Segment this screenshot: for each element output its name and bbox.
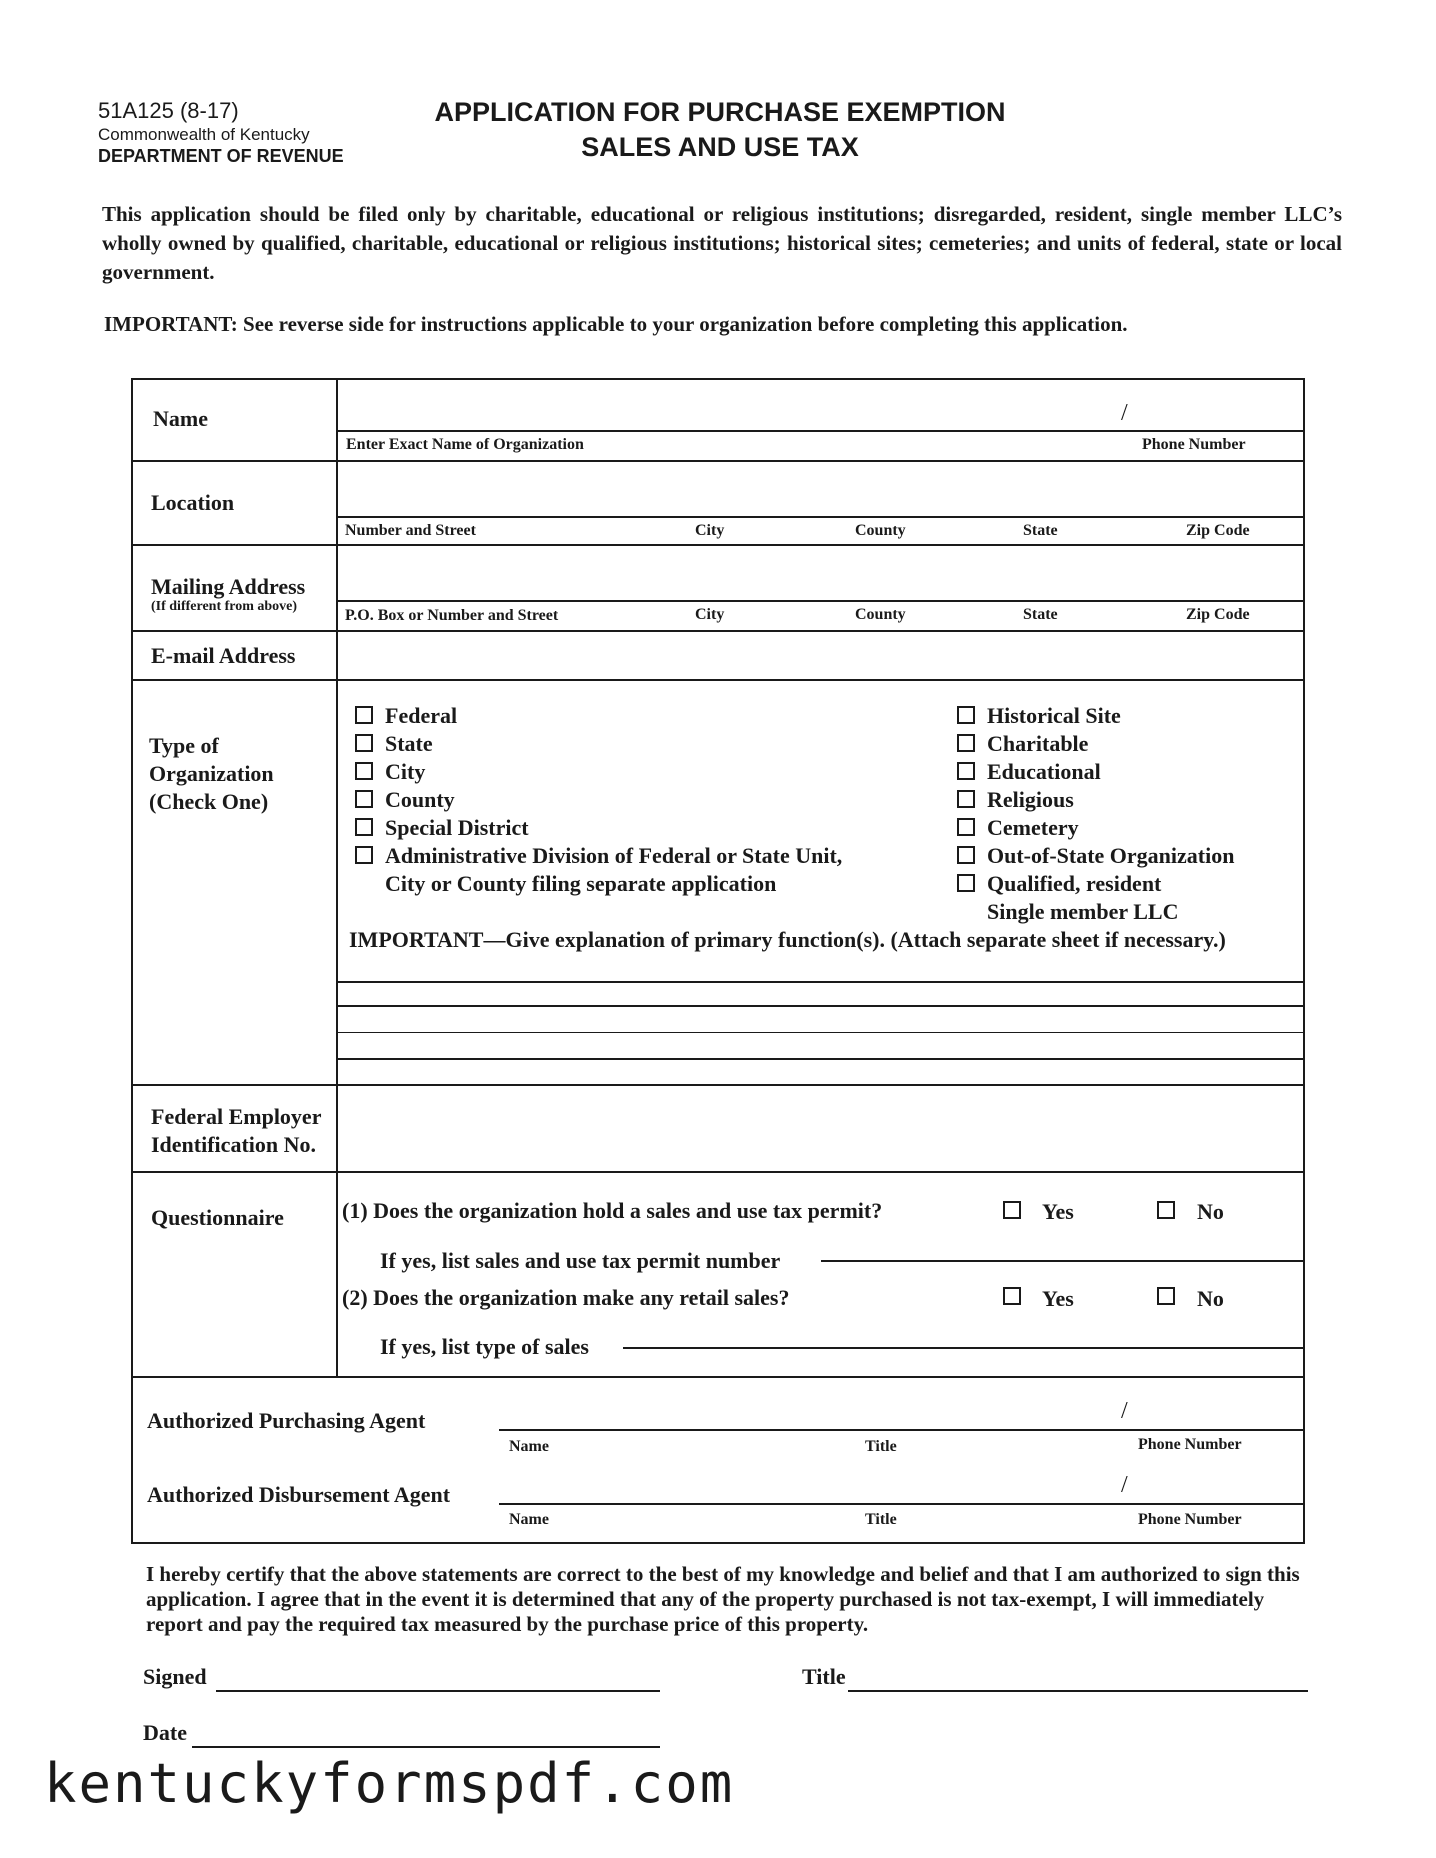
location-field[interactable] [338,462,1303,516]
date-line [192,1746,660,1748]
state-checkbox[interactable] [355,734,373,752]
intro-paragraph: This application should be filed only by charitable, educational or religious institutions; disregarded, resident, single member LLC’s wholly owned by qualified, charitable, educational or religious institutions; historical sites; cemeteries; and units of federal, state or local government. [102,202,1342,284]
city-caption: City [695,522,725,539]
purchasing-agent-field[interactable] [501,1400,1303,1428]
state-option-label: State [385,731,433,756]
admin-division-continuation: City or County filing separate application [385,871,777,896]
county-checkbox[interactable] [355,790,373,808]
explanation-line-3[interactable] [338,1033,1303,1055]
cemetery-checkbox[interactable] [957,818,975,836]
explanation-line-1[interactable] [338,983,1303,1005]
sales-type-field[interactable] [625,1327,1303,1347]
organization-name-field[interactable] [338,380,1303,430]
questionnaire-label: Questionnaire [151,1205,284,1230]
form-code: 51A125 (8-17) [98,98,239,123]
mailing-state-caption: State [1023,606,1058,623]
q2-yes-checkbox[interactable] [1003,1287,1021,1305]
purchasing-name-caption: Name [509,1438,549,1455]
application-form-box [131,378,1305,1544]
org-type-label-line1: Type of [149,733,219,758]
disbursement-name-caption: Name [509,1511,549,1528]
date-label: Date [143,1720,187,1745]
out-of-state-option-label: Out-of-State Organization [987,843,1235,868]
zip-caption: Zip Code [1186,522,1250,539]
email-label: E-mail Address [151,643,296,668]
purchasing-agent-label: Authorized Purchasing Agent [147,1408,426,1433]
signature-line [216,1690,660,1692]
historical-site-checkbox[interactable] [957,706,975,724]
special-district-option-label: Special District [385,815,529,840]
q1-followup-label: If yes, list sales and use tax permit number [380,1248,781,1273]
cemetery-option-label: Cemetery [987,815,1079,840]
fein-label-line2: Identification No. [151,1132,316,1157]
org-type-label-line2: Organization [149,761,274,786]
department-label: DEPARTMENT OF REVENUE [98,146,344,166]
street-caption: Number and Street [345,522,476,539]
primary-function-instruction: IMPORTANT—Give explanation of primary function(s). (Attach separate sheet if necessary.) [349,927,1226,952]
watermark: kentuckyformspdf.com [44,1752,735,1815]
q1-no-label: No [1197,1199,1224,1224]
purchasing-phone-caption: Phone Number [1138,1436,1242,1453]
org-name-caption: Enter Exact Name of Organization [346,436,584,453]
county-caption: County [855,522,906,539]
disbursement-title-caption: Title [865,1511,897,1528]
email-field[interactable] [338,632,1303,678]
date-field[interactable] [192,1718,660,1746]
certification-statement: I hereby certify that the above statements are correct to the best of my knowledge and belief and that I am authorized to sign this application. I agree that in the event it is determined that any of the property purchased is not tax-exempt, I will immediately report and pay the required tax measured by the purchase price of this property. [146,1562,1300,1636]
purchasing-title-caption: Title [865,1438,897,1455]
county-option-label: County [385,787,455,812]
city-checkbox[interactable] [355,762,373,780]
title-field[interactable] [848,1662,1308,1690]
important-note: IMPORTANT: See reverse side for instructions applicable to your organization before completing this application. [104,312,1128,336]
fein-label-line1: Federal Employer [151,1104,322,1129]
educational-checkbox[interactable] [957,762,975,780]
disbursement-agent-field[interactable] [501,1474,1303,1502]
fein-label [151,1103,321,1159]
qualified-llc-continuation: Single member LLC [987,899,1179,924]
mailing-zip-caption: Zip Code [1186,606,1250,623]
explanation-line-4[interactable] [338,1060,1303,1082]
mailing-label: Mailing Address [151,574,306,599]
q2-no-checkbox[interactable] [1157,1287,1175,1305]
religious-option-label: Religious [987,787,1074,812]
purchasing-phone-separator: / [1121,1398,1128,1424]
q1-yes-checkbox[interactable] [1003,1201,1021,1219]
title-label: Title [802,1664,846,1689]
mailing-city-caption: City [695,606,725,623]
phone-caption: Phone Number [1142,436,1246,453]
form-title-line1: APPLICATION FOR PURCHASE EXEMPTION [434,97,1006,127]
form-title-line2: SALES AND USE TAX [581,132,859,162]
religious-checkbox[interactable] [957,790,975,808]
mailing-address-field[interactable] [338,546,1303,600]
qualified-llc-checkbox[interactable] [957,874,975,892]
special-district-checkbox[interactable] [355,818,373,836]
phone-separator: / [1121,400,1128,426]
q1-yes-label: Yes [1042,1199,1074,1224]
federal-checkbox[interactable] [355,706,373,724]
disbursement-phone-caption: Phone Number [1138,1511,1242,1528]
signed-label: Signed [143,1664,207,1689]
q2-yes-label: Yes [1042,1286,1074,1311]
q1-no-checkbox[interactable] [1157,1201,1175,1219]
explanation-line-2[interactable] [338,1007,1303,1029]
name-label: Name [153,406,208,431]
q2-no-label: No [1197,1286,1224,1311]
question-1: (1) Does the organization hold a sales and use tax permit? [342,1198,883,1223]
org-type-label-line3: (Check One) [149,789,269,814]
commonwealth-label: Commonwealth of Kentucky [98,125,310,144]
disbursement-agent-label: Authorized Disbursement Agent [147,1482,451,1507]
q2-followup-label: If yes, list type of sales [380,1334,589,1359]
permit-number-field[interactable] [823,1240,1303,1260]
charitable-option-label: Charitable [987,731,1089,756]
signature-field[interactable] [216,1662,660,1690]
federal-option-label: Federal [385,703,458,728]
city-option-label: City [385,759,426,784]
po-box-caption: P.O. Box or Number and Street [345,607,559,624]
admin-division-checkbox[interactable] [355,846,373,864]
column-divider [336,380,338,1376]
fein-field[interactable] [338,1086,1303,1170]
qualified-llc-option-label: Qualified, resident [987,871,1162,896]
org-type-label [149,732,274,816]
educational-option-label: Educational [987,759,1101,784]
mailing-county-caption: County [855,606,906,623]
disbursement-phone-separator: / [1121,1472,1128,1498]
question-2: (2) Does the organization make any retail sales? [342,1285,790,1310]
out-of-state-checkbox[interactable] [957,846,975,864]
state-caption: State [1023,522,1058,539]
mailing-note: (If different from above) [151,599,298,614]
historical-site-option-label: Historical Site [987,703,1121,728]
title-line [848,1690,1308,1692]
admin-division-option-label: Administrative Division of Federal or State Unit, [385,843,843,868]
charitable-checkbox[interactable] [957,734,975,752]
location-label: Location [151,490,235,515]
